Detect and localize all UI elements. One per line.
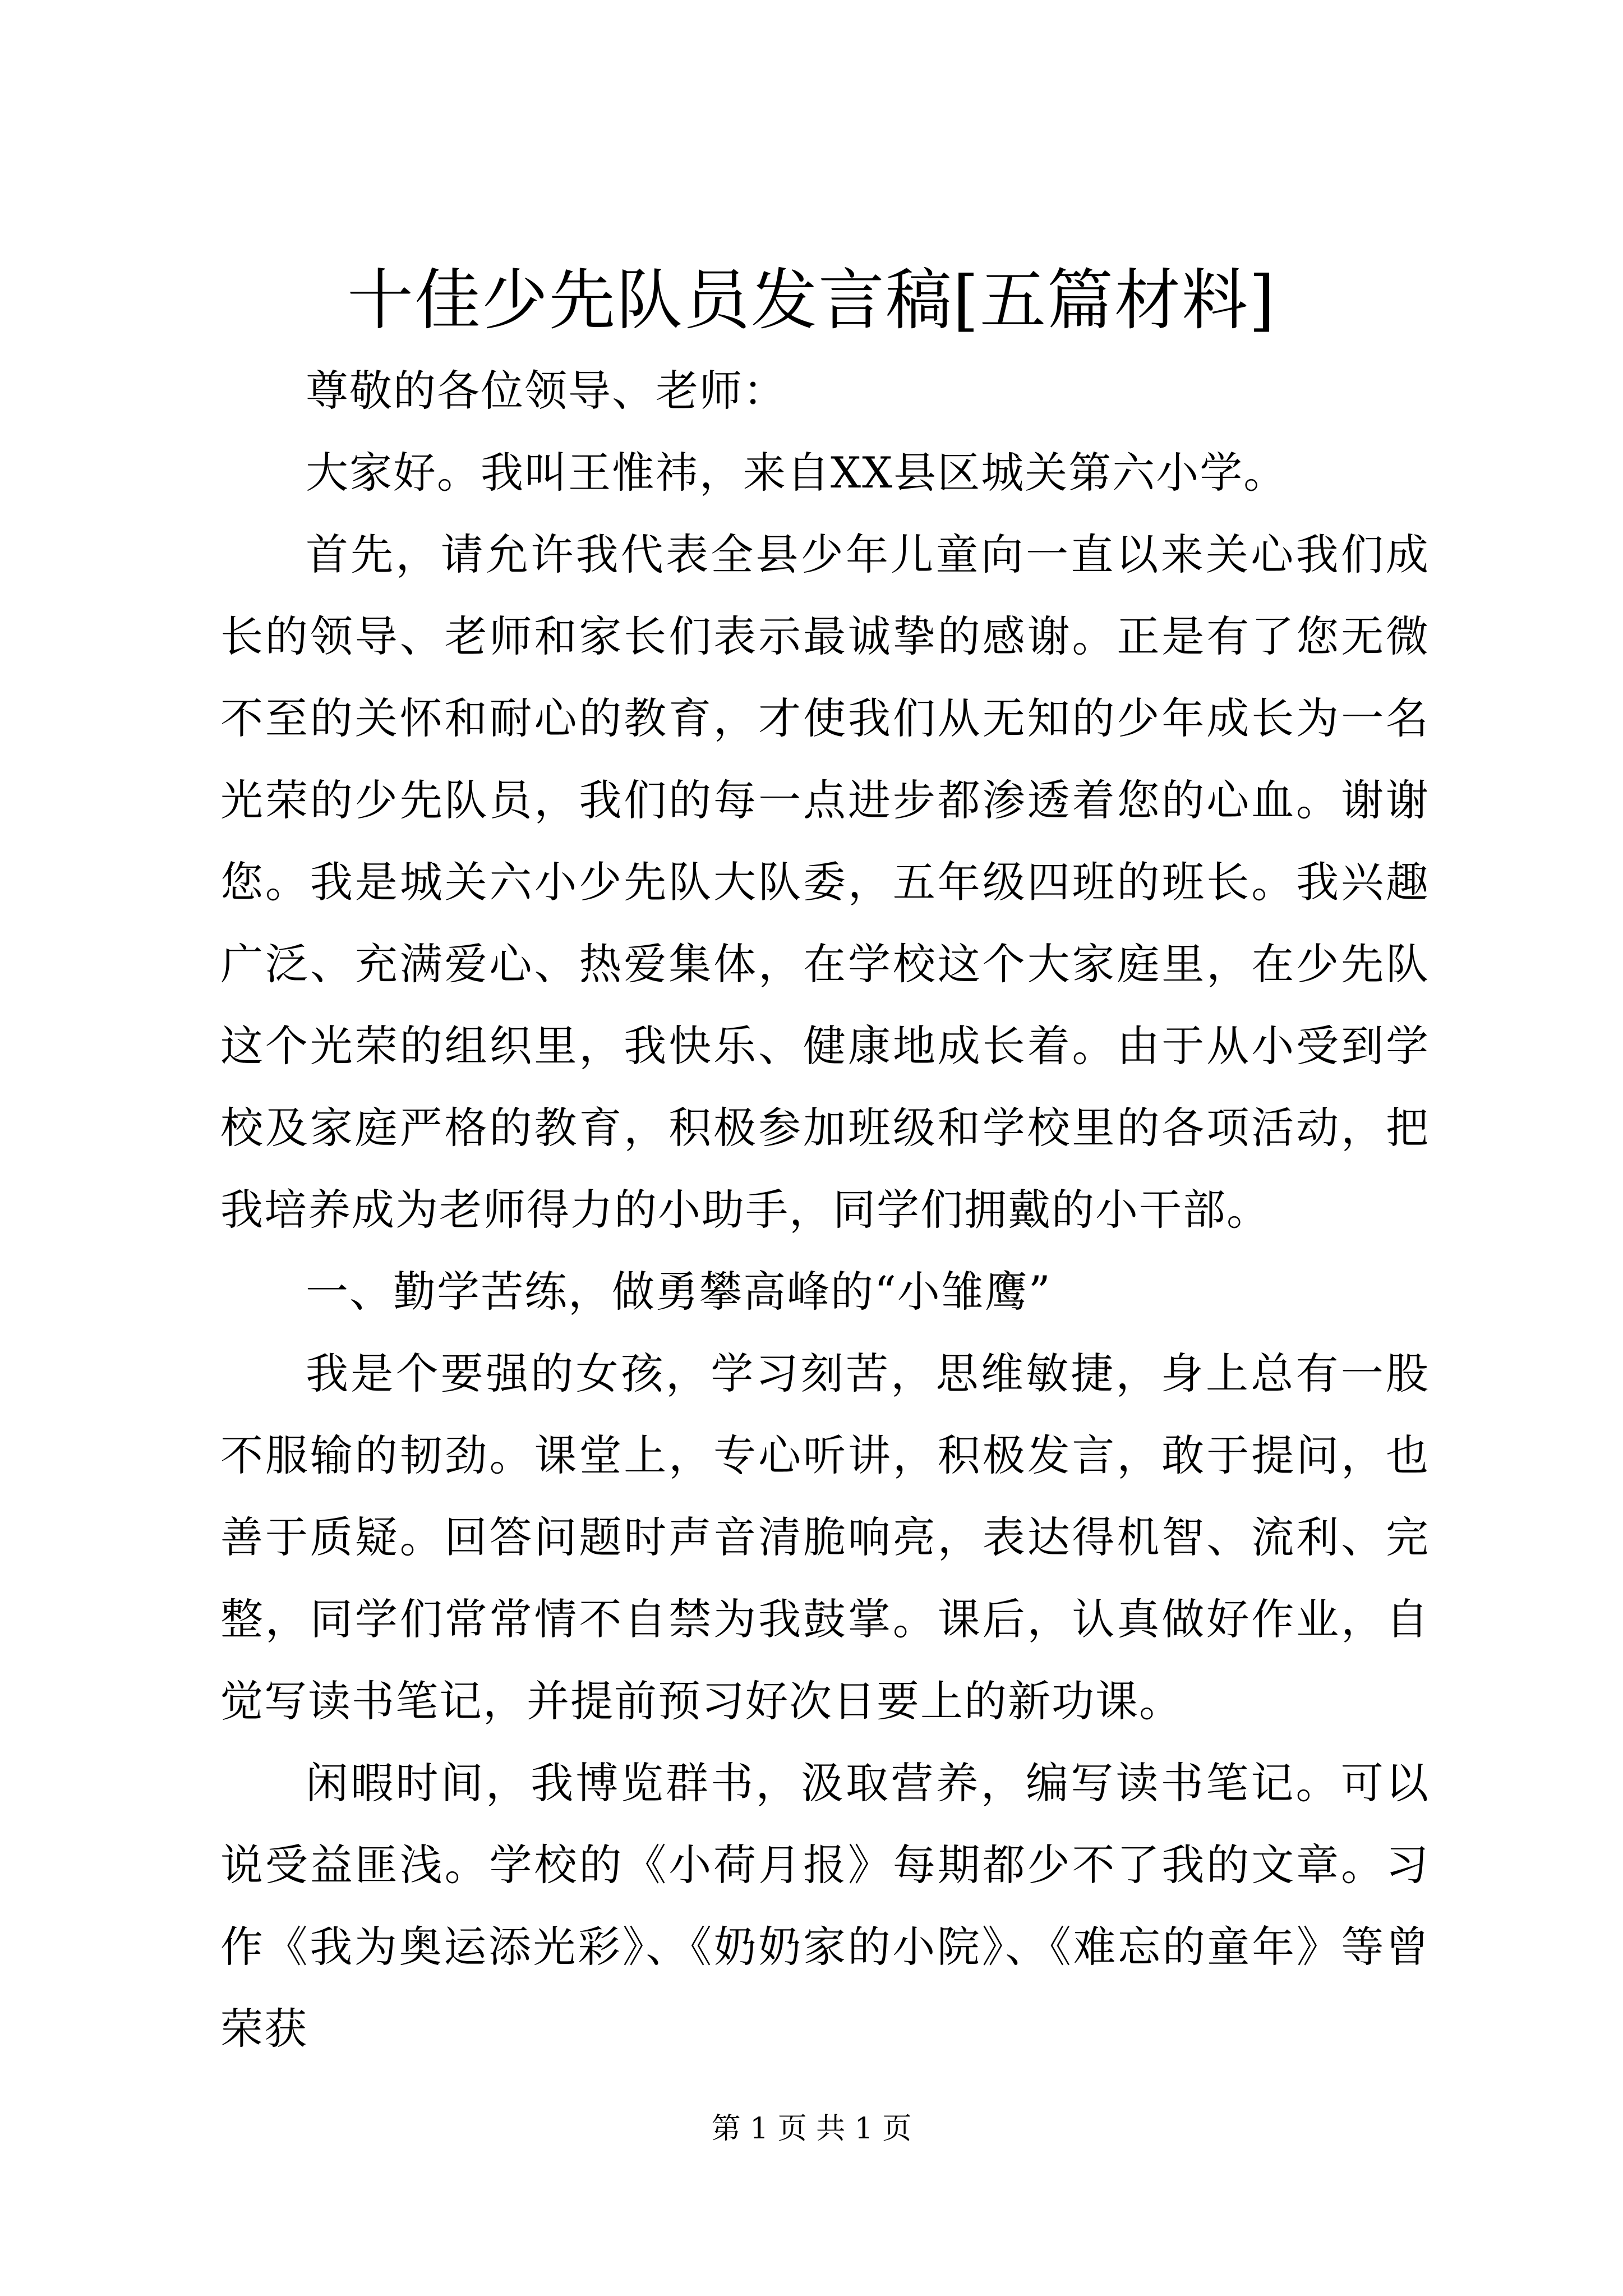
paragraph-salutation: 尊敬的各位领导、老师： (306, 366, 787, 416)
document-body (220, 350, 1430, 2070)
paragraph-reading: 闲暇时间，我博览群书，汲取营养，编写读书笔记。可以说受益匪浅。学校的《小荷月报》每期都少不了我的文章。习作《我为奥运添光彩》、《奶奶家的小院》、《难忘的童年》等曾荣获 (220, 1758, 1430, 2054)
paragraph-study: 我是个要强的女孩，学习刻苦，思维敏捷，身上总有一股不服输的韧劲。课堂上，专心听讲，积极发言，敢于提问，也善于质疑。回答问题时声音清脆响亮，表达得机智、流利、完整，同学们常常情不自禁为我鼓掌。课后，认真做好作业，自觉写读书笔记，并提前预习好次日要上的新功课。 (220, 1349, 1430, 1726)
section-heading-1: 一、勤学苦练，做勇攀高峰的“小雏鹰” (306, 1267, 1052, 1317)
document-title: 十佳少先队员发言稿[五篇材料] (347, 261, 1276, 339)
paragraph-introduction: 首先，请允许我代表全县少年儿童向一直以来关心我们成长的领导、老师和家长们表示最诚挚的感谢。正是有了您无微不至的关怀和耐心的教育，才使我们从无知的少年成长为一名光荣的少先队员，我们的每一点进步都渗透着您的心血。谢谢您。我是城关六小少先队大队委，五年级四班的班长。我兴趣广泛、充满爱心、热爱集体，在学校这个大家庭里，在少先队这个光荣的组织里，我快乐、健康地成长着。由于从小受到学校及家庭严格的教育，积极参加班级和学校里的各项活动，把我培养成为老师得力的小助手，同学们拥戴的小干部。 (220, 530, 1430, 1235)
page-footer: 第 1 页 共 1 页 (711, 2112, 912, 2146)
paragraph-greeting: 大家好。我叫王惟祎，来自XX县区城关第六小学。 (306, 448, 1288, 498)
